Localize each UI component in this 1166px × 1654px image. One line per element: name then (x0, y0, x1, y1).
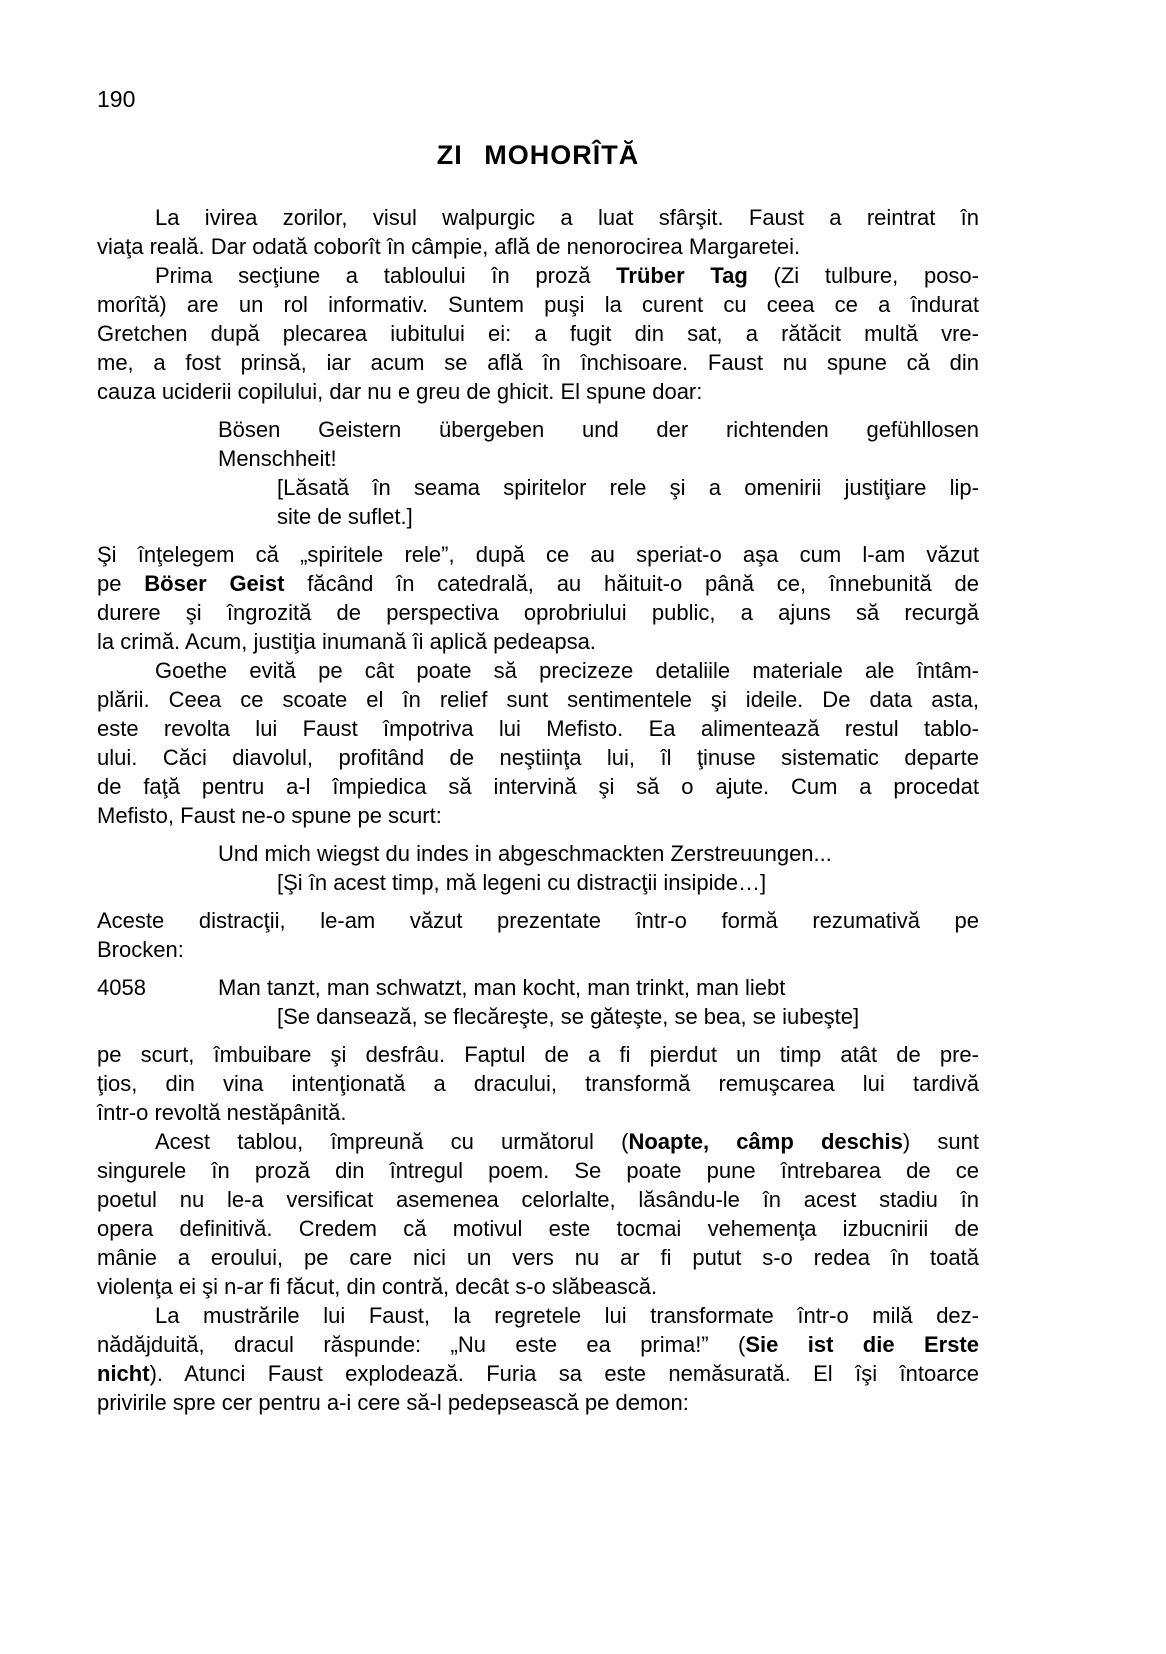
body-text: Mefisto, Faust ne-o spune pe scurt: (97, 803, 442, 828)
text-line (218, 415, 979, 444)
text-line (97, 1040, 979, 1069)
body-text: durere şi îngrozită de perspectiva oprobriului public, a ajuns să recurgă (97, 600, 979, 625)
text-line (97, 377, 979, 406)
text-line (97, 598, 979, 627)
body-text: morîtă) are un rol informativ. Suntem puşi la curent cu ceea ce a îndurat (97, 292, 979, 317)
body-text: pe scurt, îmbuibare şi desfrâu. Faptul de a fi pierdut un timp atât de pre- (97, 1042, 979, 1067)
body-text: Prima secţiune a tabloului în proză (155, 263, 617, 288)
text-line (97, 232, 979, 261)
text-line (97, 569, 979, 598)
quote-block (218, 415, 979, 531)
bold-text: nicht (97, 1361, 150, 1386)
body-text: Goethe evită pe cât poate să precizeze detaliile materiale ale întâm- (155, 658, 979, 683)
body-text: La ivirea zorilor, visul walpurgic a luat sfârşit. Faust a reintrat în (155, 205, 979, 230)
text-line (97, 1243, 979, 1272)
body-text: este revolta lui Faust împotriva lui Mefisto. Ea alimentează restul tablo- (97, 716, 979, 741)
body-text: viaţa reală. Dar odată coborît în câmpie, află de nenorocirea Margaretei. (97, 234, 801, 259)
paragraph (97, 1040, 979, 1127)
paragraph (97, 656, 979, 830)
body-text: me, a fost prinsă, iar acum se află în închisoare. Faust nu spune că din (97, 350, 979, 375)
bold-text: Böser Geist (144, 571, 285, 596)
body-text: Menschheit! (218, 446, 337, 471)
text-line (97, 1069, 979, 1098)
body-text: plării. Ceea ce scoate el în relief sunt sentimentele şi ideile. De data asta, (97, 687, 979, 712)
body-text: La mustrările lui Faust, la regretele lui transformate într-o milă dez- (155, 1303, 979, 1328)
text-line (97, 203, 979, 232)
text-line (97, 540, 979, 569)
body-text: Acest tablou, împreună cu următorul ( (155, 1129, 629, 1154)
body-text: făcând în catedrală, au hăituit-o până ce, înnebunită de (284, 571, 979, 596)
body-text: la crimă. Acum, justiţia inumană îi aplică pedeapsa. (97, 629, 596, 654)
text-line (97, 1388, 979, 1417)
bold-text: Noapte, câmp deschis (628, 1129, 903, 1154)
text-line (97, 1272, 979, 1301)
body-text: [Şi în acest timp, mă legeni cu distracţii insipide…] (277, 870, 767, 895)
body-text: nădăjduită, dracul răspunde: „Nu este ea prima!” ( (97, 1332, 746, 1357)
text-line (97, 1301, 979, 1330)
text-line (97, 973, 979, 1002)
body-text: mânie a eroului, pe care nici un vers nu ar fi putut s-o redea în toată (97, 1245, 979, 1270)
body-text: [Lăsată în seama spiritelor rele şi a omenirii justiţiare lip- (277, 475, 979, 500)
text-line (218, 868, 979, 897)
paragraph (97, 1127, 979, 1301)
text-line (97, 1156, 979, 1185)
body-text: Bösen Geistern übergeben und der richtenden gefühllosen (218, 417, 979, 442)
text-line (97, 627, 979, 656)
text-line (218, 1002, 979, 1031)
paragraph (97, 203, 979, 261)
text-line (97, 714, 979, 743)
body-text: poetul nu le-a versificat asemenea celorlalte, lăsându-le în acest stadiu în (97, 1187, 979, 1212)
chapter-title: ZI MOHORÎTĂ (436, 140, 640, 170)
paragraph (97, 540, 979, 656)
text-line (218, 444, 979, 473)
text-line (218, 502, 979, 531)
paragraph (97, 261, 979, 406)
body-text: Gretchen după plecarea iubitului ei: a fugit din sat, a rătăcit multă vre- (97, 321, 979, 346)
quote-block (218, 839, 979, 897)
text-line (218, 473, 979, 502)
text-line (97, 685, 979, 714)
text-line (97, 1214, 979, 1243)
verse-number: 4058 (97, 975, 146, 1000)
paragraph (97, 1301, 979, 1417)
text-line (218, 839, 979, 868)
body-text: Aceste distracţii, le-am văzut prezentate într-o formă rezumativă pe (97, 908, 979, 933)
text-line (97, 1359, 979, 1388)
text-line (97, 1127, 979, 1156)
text-line (97, 1330, 979, 1359)
page-number: 190 (97, 86, 136, 112)
text-line (97, 319, 979, 348)
document-content (97, 203, 979, 1417)
body-text: Man tanzt, man schwatzt, man kocht, man trinkt, man liebt (218, 975, 786, 1000)
body-text: ţios, din vina intenţionată a dracului, transformă remuşcarea lui tardivă (97, 1071, 979, 1096)
body-text: Und mich wiegst du indes in abgeschmackten Zerstreuungen... (218, 841, 832, 866)
body-text: site de suflet.] (277, 504, 413, 529)
body-text: privirile spre cer pentru a-i cere să-l pedepsească pe demon: (97, 1390, 689, 1415)
body-text: într-o revoltă nestăpânită. (97, 1100, 347, 1125)
text-line (97, 772, 979, 801)
body-text: Şi înţelegem că „spiritele rele”, după ce au speriat-o aşa cum l-am văzut (97, 542, 979, 567)
text-line (97, 1185, 979, 1214)
body-text: (Zi tulbure, poso- (747, 263, 979, 288)
text-line (97, 801, 979, 830)
body-text: Brocken: (97, 937, 184, 962)
body-text: pe (97, 571, 145, 596)
body-text: cauza uciderii copilului, dar nu e greu de ghicit. El spune doar: (97, 379, 703, 404)
body-text: de faţă pentru a-l împiedica să intervină şi să o ajute. Cum a procedat (97, 774, 979, 799)
body-text: violenţa ei şi n-ar fi făcut, din contră, decât s-o slăbească. (97, 1274, 658, 1299)
body-text: singurele în proză din întregul poem. Se poate pune întrebarea de ce (97, 1158, 979, 1183)
body-text: ) sunt (902, 1129, 979, 1154)
text-line (97, 743, 979, 772)
text-line (97, 656, 979, 685)
text-line (97, 261, 979, 290)
body-text: ului. Căci diavolul, profitând de neştiinţa lui, îl ţinuse sistematic departe (97, 745, 979, 770)
text-line (97, 935, 979, 964)
text-line (97, 290, 979, 319)
text-line (97, 1098, 979, 1127)
text-line (97, 906, 979, 935)
bold-text: Sie ist die Erste (745, 1332, 979, 1357)
body-text: opera definitivă. Credem că motivul este tocmai vehemenţa izbucnirii de (97, 1216, 979, 1241)
text-line (97, 348, 979, 377)
verse-block (97, 973, 979, 1031)
body-text: ). Atunci Faust explodează. Furia sa este nemăsurată. El îşi întoarce (149, 1361, 979, 1386)
bold-text: Trüber Tag (616, 263, 748, 288)
body-text: [Se dansează, se flecăreşte, se găteşte, se bea, se iubeşte] (277, 1004, 860, 1029)
paragraph (97, 906, 979, 964)
